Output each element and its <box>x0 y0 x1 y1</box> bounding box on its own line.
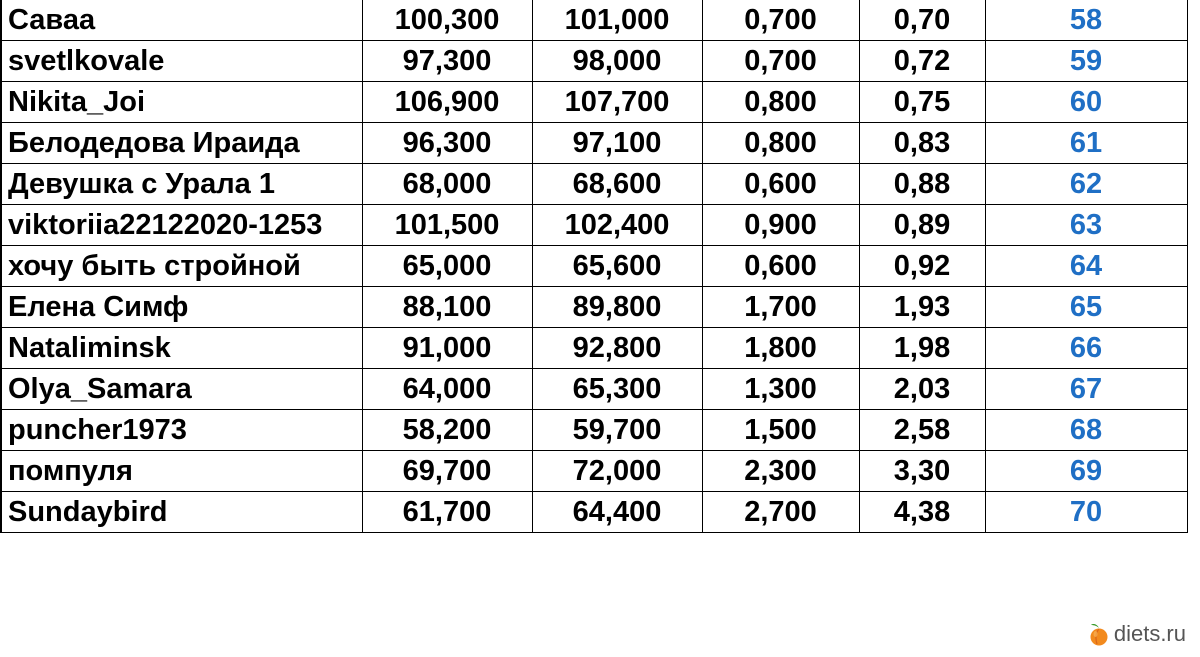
rank-cell: 60 <box>985 82 1187 123</box>
name-cell: puncher1973 <box>1 410 362 451</box>
table-row <box>1 328 1187 369</box>
name-cell: Саваа <box>1 0 362 41</box>
value-cell-4: 0,83 <box>859 123 985 164</box>
value-cell-2: 65,600 <box>532 246 702 287</box>
table-row <box>1 369 1187 410</box>
value-cell-3: 0,700 <box>702 0 859 41</box>
value-cell-3: 1,300 <box>702 369 859 410</box>
value-cell-1: 91,000 <box>362 328 532 369</box>
value-cell-1: 61,700 <box>362 492 532 533</box>
rank-cell: 58 <box>985 0 1187 41</box>
table-row <box>1 410 1187 451</box>
table-row <box>1 82 1187 123</box>
value-cell-3: 1,800 <box>702 328 859 369</box>
table-row <box>1 0 1187 41</box>
rank-cell: 67 <box>985 369 1187 410</box>
value-cell-2: 59,700 <box>532 410 702 451</box>
value-cell-1: 69,700 <box>362 451 532 492</box>
rank-cell: 65 <box>985 287 1187 328</box>
value-cell-3: 0,600 <box>702 246 859 287</box>
value-cell-3: 0,700 <box>702 41 859 82</box>
table-row <box>1 246 1187 287</box>
value-cell-4: 1,93 <box>859 287 985 328</box>
results-table-body <box>1 0 1187 533</box>
rank-cell: 59 <box>985 41 1187 82</box>
value-cell-3: 2,300 <box>702 451 859 492</box>
value-cell-4: 3,30 <box>859 451 985 492</box>
value-cell-2: 92,800 <box>532 328 702 369</box>
value-cell-3: 0,800 <box>702 123 859 164</box>
value-cell-2: 64,400 <box>532 492 702 533</box>
watermark-text: diets.ru <box>1113 621 1186 646</box>
value-cell-2: 98,000 <box>532 41 702 82</box>
value-cell-2: 68,600 <box>532 164 702 205</box>
table-row <box>1 41 1187 82</box>
table-row <box>1 205 1187 246</box>
rank-cell: 66 <box>985 328 1187 369</box>
value-cell-2: 89,800 <box>532 287 702 328</box>
value-cell-1: 96,300 <box>362 123 532 164</box>
value-cell-1: 97,300 <box>362 41 532 82</box>
table-row <box>1 164 1187 205</box>
value-cell-4: 4,38 <box>859 492 985 533</box>
value-cell-3: 1,700 <box>702 287 859 328</box>
table-row <box>1 123 1187 164</box>
value-cell-1: 64,000 <box>362 369 532 410</box>
table-row <box>1 451 1187 492</box>
name-cell: Olya_Samara <box>1 369 362 410</box>
table-row <box>1 287 1187 328</box>
value-cell-1: 88,100 <box>362 287 532 328</box>
rank-cell: 64 <box>985 246 1187 287</box>
value-cell-1: 100,300 <box>362 0 532 41</box>
rank-cell: 69 <box>985 451 1187 492</box>
table-row <box>1 492 1187 533</box>
watermark <box>1088 621 1186 647</box>
value-cell-2: 72,000 <box>532 451 702 492</box>
name-cell: Белодедова Ираида <box>1 123 362 164</box>
name-cell: Елена Симф <box>1 287 362 328</box>
value-cell-3: 0,800 <box>702 82 859 123</box>
value-cell-4: 1,98 <box>859 328 985 369</box>
name-cell: svetlkovale <box>1 41 362 82</box>
value-cell-4: 0,70 <box>859 0 985 41</box>
value-cell-2: 107,700 <box>532 82 702 123</box>
name-cell: Nikita_Joi <box>1 82 362 123</box>
value-cell-1: 101,500 <box>362 205 532 246</box>
rank-cell: 62 <box>985 164 1187 205</box>
rank-cell: 70 <box>985 492 1187 533</box>
value-cell-4: 0,88 <box>859 164 985 205</box>
value-cell-2: 101,000 <box>532 0 702 41</box>
value-cell-3: 0,600 <box>702 164 859 205</box>
value-cell-4: 2,58 <box>859 410 985 451</box>
value-cell-1: 106,900 <box>362 82 532 123</box>
value-cell-2: 65,300 <box>532 369 702 410</box>
name-cell: Nataliminsk <box>1 328 362 369</box>
value-cell-4: 0,89 <box>859 205 985 246</box>
value-cell-1: 58,200 <box>362 410 532 451</box>
value-cell-4: 2,03 <box>859 369 985 410</box>
name-cell: хочу быть стройной <box>1 246 362 287</box>
peach-icon <box>1088 622 1110 646</box>
value-cell-4: 0,72 <box>859 41 985 82</box>
name-cell: viktoriia22122020-1253 <box>1 205 362 246</box>
name-cell: помпуля <box>1 451 362 492</box>
value-cell-2: 102,400 <box>532 205 702 246</box>
rank-cell: 61 <box>985 123 1187 164</box>
value-cell-1: 68,000 <box>362 164 532 205</box>
value-cell-3: 0,900 <box>702 205 859 246</box>
value-cell-4: 0,92 <box>859 246 985 287</box>
name-cell: Sundaybird <box>1 492 362 533</box>
value-cell-2: 97,100 <box>532 123 702 164</box>
value-cell-3: 2,700 <box>702 492 859 533</box>
value-cell-4: 0,75 <box>859 82 985 123</box>
value-cell-1: 65,000 <box>362 246 532 287</box>
rank-cell: 63 <box>985 205 1187 246</box>
rank-cell: 68 <box>985 410 1187 451</box>
value-cell-3: 1,500 <box>702 410 859 451</box>
name-cell: Девушка с Урала 1 <box>1 164 362 205</box>
